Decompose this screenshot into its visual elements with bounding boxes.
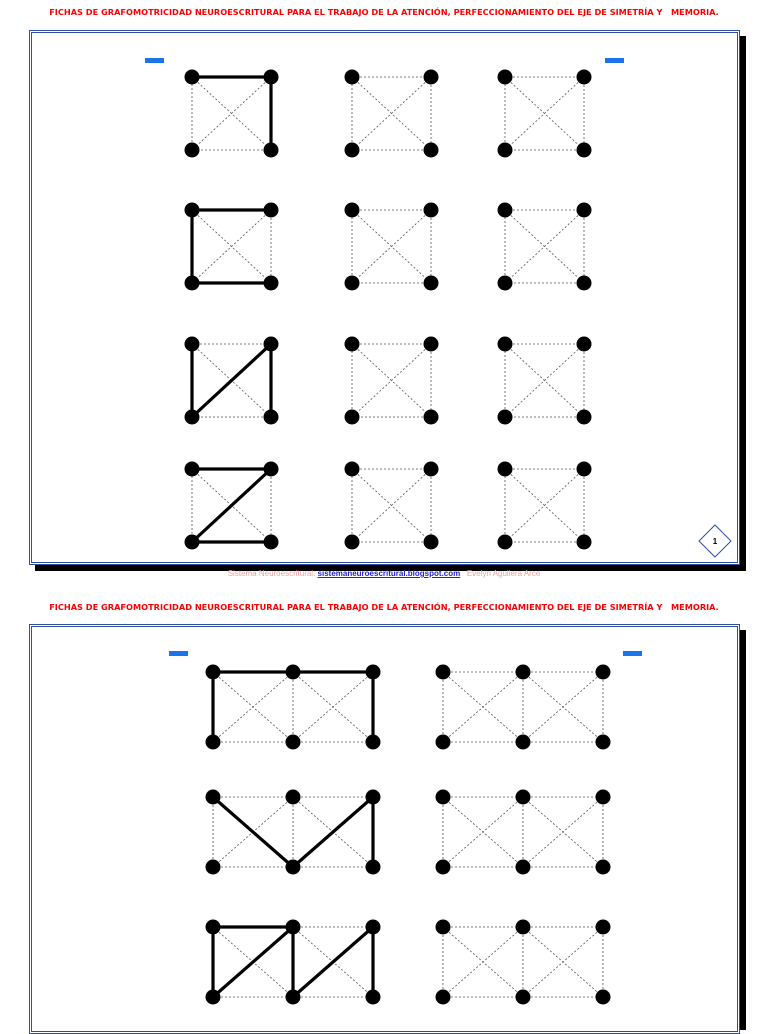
ws2-cell-r2c1-guide-line bbox=[523, 927, 603, 997]
ws2-cell-r2c0-dot bbox=[366, 990, 381, 1005]
ws1-cell-r1c0-dot bbox=[185, 276, 200, 291]
ws1-cell-r3c0-dot bbox=[264, 462, 279, 477]
ws1-cell-r3c1-dot bbox=[345, 535, 360, 550]
ws2-cell-r2c0-dot bbox=[286, 990, 301, 1005]
ws2-cell-r0c0-dot bbox=[286, 735, 301, 750]
ws2-cell-r2c1-dot bbox=[516, 990, 531, 1005]
ws1-cell-r2c0-dot bbox=[264, 410, 279, 425]
ws1-cell-r1c2-dot bbox=[498, 276, 513, 291]
ws2-cell-r1c0-dot bbox=[286, 790, 301, 805]
ws1-cell-r0c2-dot bbox=[498, 143, 513, 158]
ws2-cell-r0c1-dot bbox=[596, 735, 611, 750]
ws2-cell-r1c1-dot bbox=[436, 790, 451, 805]
ws2-cell-r0c0-guide-line bbox=[213, 672, 293, 742]
footer-author: Evelyn Aguilera Arce bbox=[460, 569, 541, 578]
ws1-cell-r0c0-dot bbox=[264, 143, 279, 158]
ws1-cell-r2c0-dot bbox=[264, 337, 279, 352]
ws2-cell-r1c0-dot bbox=[366, 860, 381, 875]
ws2-cell-r1c1-dot bbox=[516, 790, 531, 805]
ws2-cell-r1c1-dot bbox=[436, 860, 451, 875]
ws2-cell-r0c0-dot bbox=[206, 665, 221, 680]
footer-prefix: Sistema Neuroescritural: bbox=[227, 569, 318, 578]
ws2-cell-r0c1-guide-line bbox=[523, 672, 603, 742]
ws2-cell-r2c1-dot bbox=[596, 920, 611, 935]
ws1-cell-r2c1-dot bbox=[424, 337, 439, 352]
ws2-cell-r2c0-dot bbox=[206, 920, 221, 935]
ws1-cell-r2c1-dot bbox=[424, 410, 439, 425]
ws1-cell-r3c0-dot bbox=[185, 462, 200, 477]
ws2-cell-r2c1-guide-line bbox=[443, 927, 523, 997]
ws1-cell-r1c1-dot bbox=[424, 203, 439, 218]
ws2-cell-r1c1-dot bbox=[596, 790, 611, 805]
ws2-cell-r0c0-dot bbox=[366, 735, 381, 750]
ws1-cell-r1c1-dot bbox=[345, 203, 360, 218]
ws1-cell-r0c0-dot bbox=[185, 143, 200, 158]
ws2-cell-r0c1-dot bbox=[436, 735, 451, 750]
ws2-cell-r2c1-dot bbox=[596, 990, 611, 1005]
ws2-cell-r1c0-dot bbox=[366, 790, 381, 805]
ws2-cell-r0c0-dot bbox=[286, 665, 301, 680]
ws1-cell-r3c2-dot bbox=[498, 535, 513, 550]
ws1-cell-r0c2-dot bbox=[577, 70, 592, 85]
ws2-cell-r1c1-dot bbox=[596, 860, 611, 875]
blog-link[interactable]: sistemaneuroescritural.blogspot.com bbox=[317, 569, 461, 578]
ws2-cell-r0c1-dot bbox=[436, 665, 451, 680]
ws1-cell-r3c2-dot bbox=[498, 462, 513, 477]
ws1-cell-r0c2-dot bbox=[577, 143, 592, 158]
ws1-cell-r2c2-dot bbox=[498, 410, 513, 425]
ws1-cell-r3c1-dot bbox=[424, 462, 439, 477]
ws2-cell-r1c0-dot bbox=[206, 860, 221, 875]
ws2-cell-r2c1-dot bbox=[436, 920, 451, 935]
ws1-cell-r2c2-dot bbox=[577, 337, 592, 352]
ws2-cell-r1c1-guide-line bbox=[443, 797, 523, 867]
ws1-cell-r1c1-dot bbox=[424, 276, 439, 291]
ws1-cell-r2c2-dot bbox=[498, 337, 513, 352]
ws2-cell-r1c1-guide-line bbox=[523, 797, 603, 867]
page-title-2: FICHAS DE GRAFOMOTRICIDAD NEUROESCRITURAL PARA EL TRABAJO DE LA ATENCIÓN, PERFECCIONAMIENTO DEL EJE DE SIMETRÍA Y MEMORIA. bbox=[49, 602, 719, 612]
ws1-cell-r2c0-dot bbox=[185, 337, 200, 352]
ws1-cell-r2c1-dot bbox=[345, 410, 360, 425]
ws2-cell-r1c0-model-path bbox=[213, 797, 373, 867]
ws2-cell-r2c0-dot bbox=[206, 990, 221, 1005]
ws1-cell-r1c2-dot bbox=[498, 203, 513, 218]
ws1-cell-r1c0-dot bbox=[264, 276, 279, 291]
ws1-cell-r3c1-dot bbox=[345, 462, 360, 477]
ws2-cell-r1c0-dot bbox=[286, 860, 301, 875]
ws2-cell-r0c1-dot bbox=[596, 665, 611, 680]
ws1-cell-r2c0-dot bbox=[185, 410, 200, 425]
ws1-cell-r0c1-dot bbox=[424, 143, 439, 158]
page-number: 1 bbox=[712, 537, 718, 546]
ws1-cell-r3c0-dot bbox=[185, 535, 200, 550]
ws1-cell-r3c1-dot bbox=[424, 535, 439, 550]
ws2-cell-r2c1-dot bbox=[516, 920, 531, 935]
ws1-cell-r2c1-dot bbox=[345, 337, 360, 352]
ws1-cell-r1c2-dot bbox=[577, 203, 592, 218]
ws2-cell-r0c0-dot bbox=[206, 735, 221, 750]
ws2-cell-r2c0-dot bbox=[286, 920, 301, 935]
ws1-cell-r0c0-dot bbox=[264, 70, 279, 85]
ws1-cell-r0c1-dot bbox=[345, 70, 360, 85]
ws2-cell-r0c1-dot bbox=[516, 735, 531, 750]
ws1-cell-r1c2-dot bbox=[577, 276, 592, 291]
page-title: FICHAS DE GRAFOMOTRICIDAD NEUROESCRITURAL PARA EL TRABAJO DE LA ATENCIÓN, PERFECCIONAMIENTO DEL EJE DE SIMETRÍA Y MEMORIA. bbox=[49, 7, 719, 17]
ws2-cell-r0c1-guide-line bbox=[443, 672, 523, 742]
ws1-cell-r0c1-dot bbox=[424, 70, 439, 85]
ws2-cell-r2c0-model-path bbox=[213, 927, 373, 997]
ws2-cell-r0c0-dot bbox=[366, 665, 381, 680]
ws1-cell-r0c2-dot bbox=[498, 70, 513, 85]
ws2-cell-r2c0-dot bbox=[366, 920, 381, 935]
ws2-cell-r1c1-dot bbox=[516, 860, 531, 875]
ws1-cell-r3c2-dot bbox=[577, 462, 592, 477]
ws1-cell-r1c1-dot bbox=[345, 276, 360, 291]
ws1-cell-r3c2-dot bbox=[577, 535, 592, 550]
ws1-cell-r1c0-dot bbox=[264, 203, 279, 218]
ws1-cell-r3c0-dot bbox=[264, 535, 279, 550]
ws1-cell-r2c2-dot bbox=[577, 410, 592, 425]
ws2-cell-r0c0-guide-line bbox=[293, 672, 373, 742]
ws1-cell-r1c0-dot bbox=[185, 203, 200, 218]
ws2-cell-r1c0-dot bbox=[206, 790, 221, 805]
ws1-cell-r0c1-dot bbox=[345, 143, 360, 158]
ws2-cell-r2c1-dot bbox=[436, 990, 451, 1005]
ws2-cell-r0c1-dot bbox=[516, 665, 531, 680]
ws2-cell-r0c0-model-path bbox=[213, 672, 373, 742]
ws1-cell-r0c0-dot bbox=[185, 70, 200, 85]
